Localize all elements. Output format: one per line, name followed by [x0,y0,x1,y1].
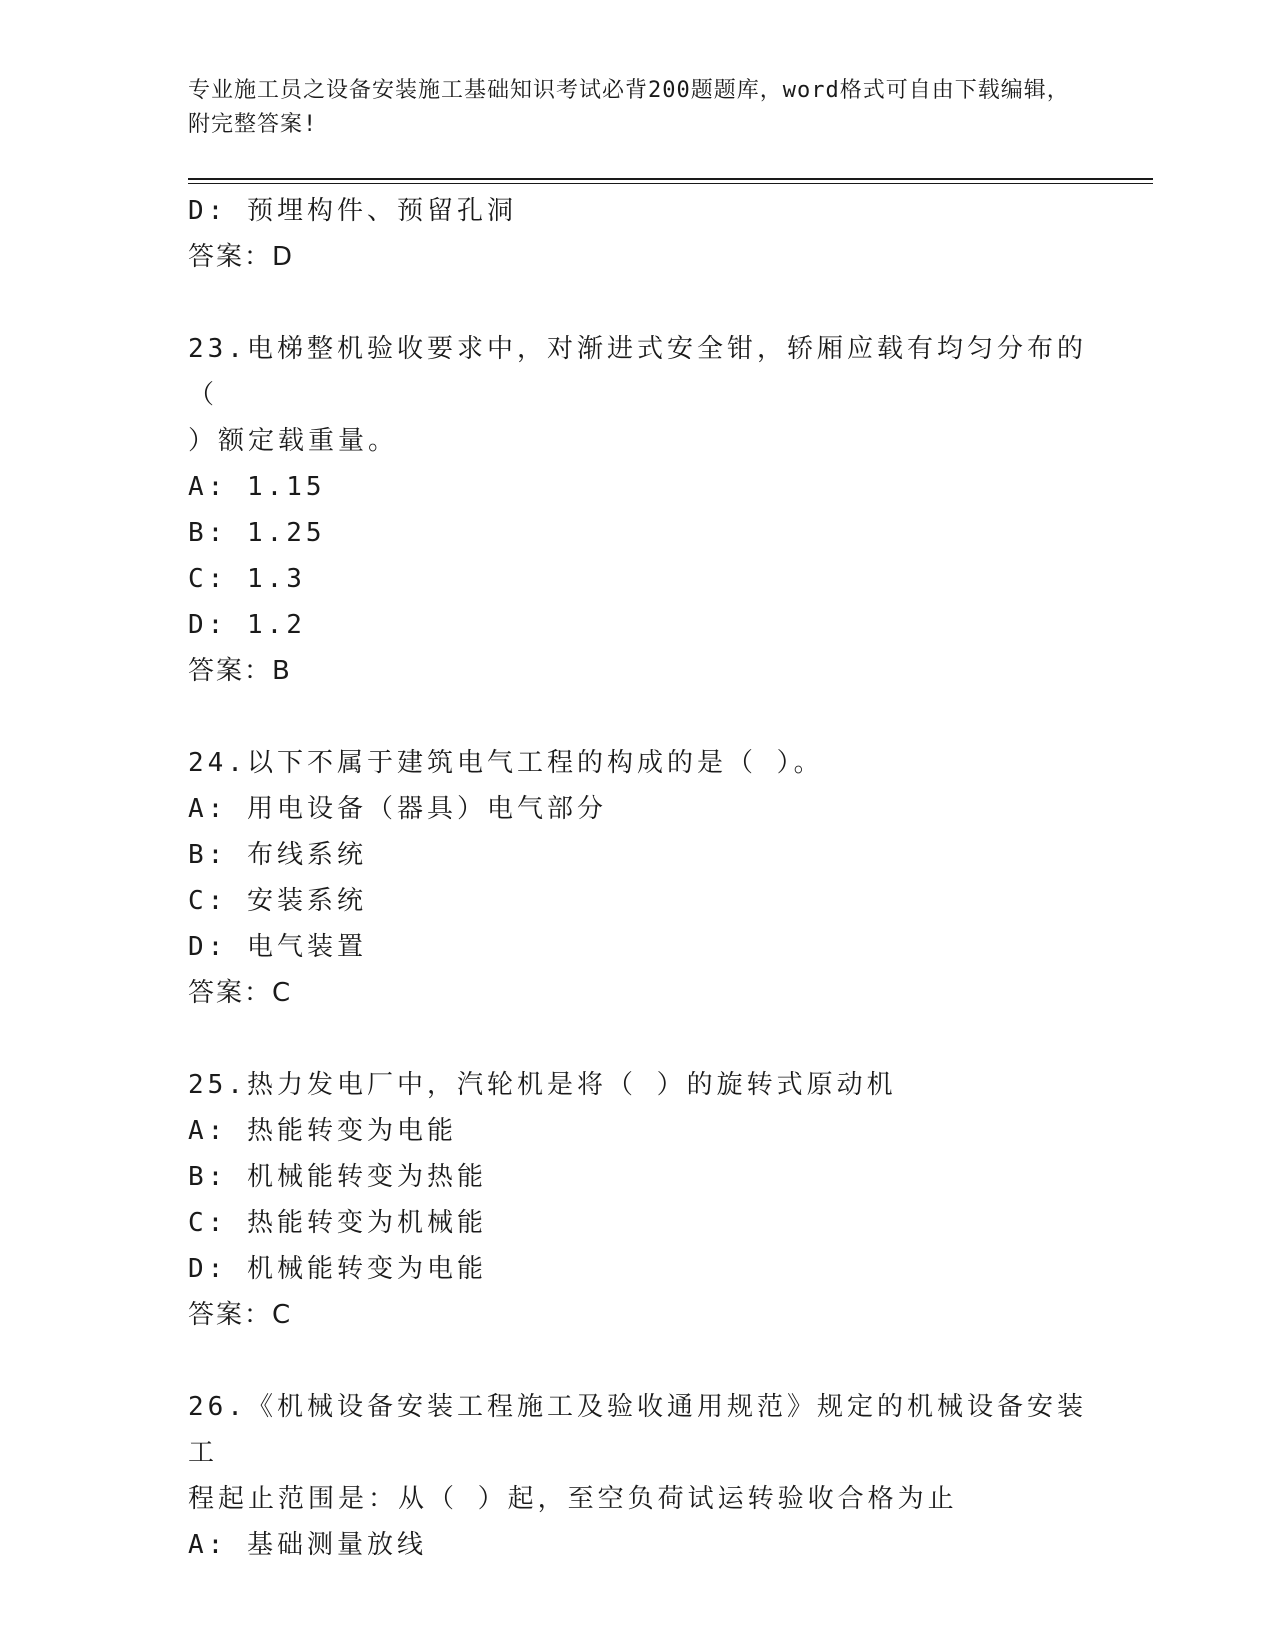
spacer [188,1016,1088,1062]
answer-label: 答案：C [188,1300,293,1330]
option-a: A: 热能转变为电能 [188,1116,457,1146]
option-c: C: 热能转变为机械能 [188,1208,487,1238]
question-24 [188,740,1088,1016]
question-stem-continued: ）额定载重量。 [188,426,399,456]
option-b: B: 布线系统 [188,840,367,870]
option-c: C: 安装系统 [188,886,367,916]
answer-label: 答案：C [188,978,293,1008]
option-d: D: 电气装置 [188,932,367,962]
document-header: 专业施工员之设备安装施工基础知识考试必背200题题库，word格式可自由下载编辑，附完整答案! [188,78,1070,137]
spacer [188,1338,1088,1384]
spacer [188,280,1088,326]
option-d: D: 机械能转变为电能 [188,1254,487,1284]
option-c: C: 1.3 [188,564,306,594]
header-rule-thin [188,183,1153,184]
option-a: A: 基础测量放线 [188,1530,427,1560]
header-rule-thick [188,178,1153,180]
option-b: B: 机械能转变为热能 [188,1162,487,1192]
question-stem: 26.《机械设备安装工程施工及验收通用规范》规定的机械设备安装工 [188,1392,1087,1468]
question-content [188,188,1088,1568]
spacer [188,694,1088,740]
question-stem: 25.热力发电厂中，汽轮机是将（ ）的旋转式原动机 [188,1070,897,1100]
question-23 [188,326,1088,694]
option-a: A: 1.15 [188,472,326,502]
question-22-tail [188,188,1088,280]
question-stem: 23.电梯整机验收要求中，对渐进式安全钳，轿厢应载有均匀分布的（ [188,334,1087,410]
question-26 [188,1384,1088,1568]
question-stem: 24.以下不属于建筑电气工程的构成的是（ ）。 [188,748,824,778]
option-d: D: 1.2 [188,610,306,640]
option-a: A: 用电设备（器具）电气部分 [188,794,607,824]
answer-label: 答案：D [188,242,295,272]
option-b: B: 1.25 [188,518,326,548]
answer-label: 答案：B [188,656,292,686]
option-d: D: 预埋构件、预留孔洞 [188,196,517,226]
question-25 [188,1062,1088,1338]
question-stem-continued: 程起止范围是：从（ ）起，至空负荷试运转验收合格为止 [188,1484,958,1514]
